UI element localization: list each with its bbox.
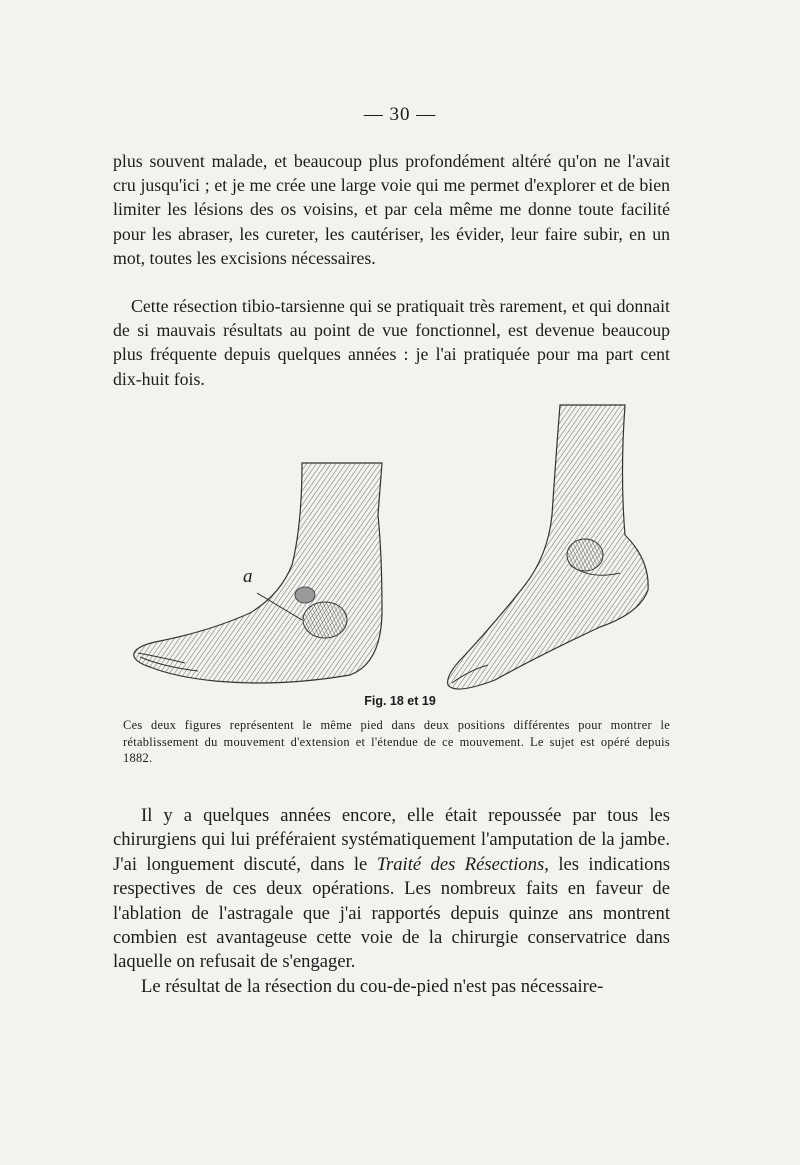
book-title-reference: Traité des Résections [376,853,545,875]
figure-label-a: a [243,566,253,587]
paragraph-4: Le résultat de la résection du cou-de-pied n'est pas nécessaire- [141,976,604,997]
paragraph-2: Cette résection tibio-tarsienne qui se pratiquait très rarement, et qui donnait de si mauvais résultats au point de vue fonctionnel, est devenue beaucoup plus fréquente depuis quelques années : je l'ai pratiquée pour ma part cent dix-huit fois. [113,296,670,389]
paragraph-3 [113,804,670,975]
paragraph-3-text-a: Il y a quelques années encore, elle était repoussée par tous les chirurgiens qui lui préféraient systématiquement l'amputation de la jambe. J'ai longuement discuté, dans le [113,805,670,875]
page-number: — 30 — [363,104,437,125]
foot-illustration [120,395,670,695]
figure-title: Fig. 18 et 19 [364,694,436,708]
foot-figure-18 [134,463,382,683]
figure-caption: Ces deux figures représentent le même pied dans deux positions différentes pour montrer le rétablissement du mouvement d'extension et l'étendue de ce mouvement. Le sujet est opéré depuis 1882. [123,718,670,765]
paragraph-1: plus souvent malade, et beaucoup plus profondément altéré qu'on ne l'avait cru jusqu'ici ; et je me crée une large voie qui me permet d'explorer et de bien limiter les lésions des os voisins, et par cela même me donne toute facilité pour les abraser, les cureter, les cautériser, les évider, leur faire subir, en un mot, toutes les excisions nécessaires. [113,151,670,268]
paragraph-3-text-b: , les indications respectives de ces deux opérations. Les nombreux faits en faveur de l'ablation de l'astragale que j'ai rapportés depuis quinze ans montrent combien est avantageuse cette voie de la chirurgie conservatrice dans laquelle on refusait de s'engager. [113,853,670,973]
foot-figure-19 [448,405,649,689]
